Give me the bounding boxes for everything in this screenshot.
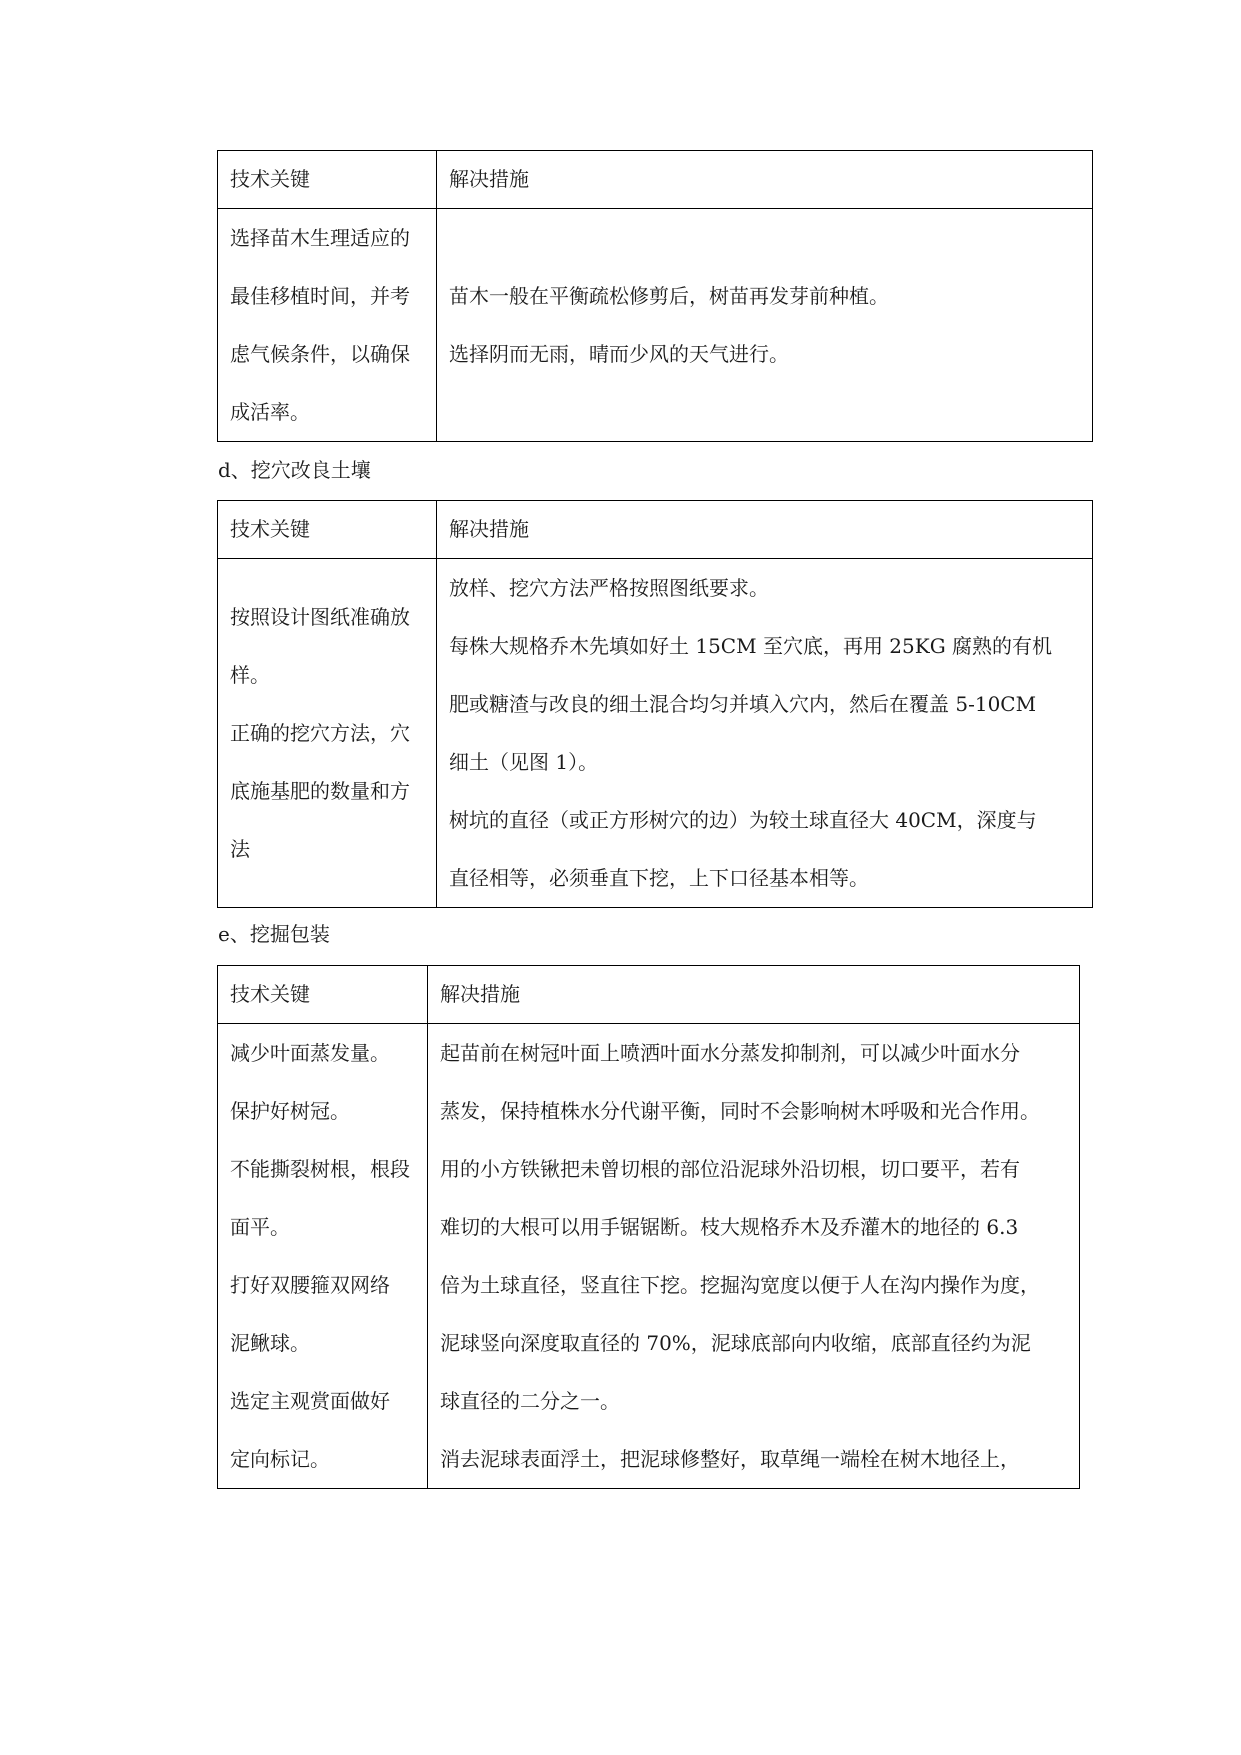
measure-line: 选择阴而无雨，晴而少风的天气进行。: [449, 342, 789, 366]
tech-key-line: 按照设计图纸准确放: [230, 605, 410, 629]
header-measures: 解决措施: [428, 966, 1080, 1024]
tech-key-cell: [218, 1024, 428, 1489]
header-tech-key: 技术关键: [218, 966, 428, 1024]
measure-line: 树坑的直径（或正方形树穴的边）为较土球直径大 40CM，深度与: [449, 808, 1037, 832]
tech-key-line: 不能撕裂树根，根段: [230, 1157, 410, 1181]
tech-key-line: 样。: [230, 663, 270, 687]
measure-line: 蒸发，保持植株水分代谢平衡，同时不会影响树木呼吸和光合作用。: [440, 1099, 1040, 1123]
tech-key-line: 法: [230, 837, 250, 861]
transplant-timing-table: [217, 150, 1093, 442]
measure-line: 消去泥球表面浮土，把泥球修整好，取草绳一端栓在树木地径上，: [440, 1447, 1020, 1471]
measure-line: 起苗前在树冠叶面上喷洒叶面水分蒸发抑制剂，可以减少叶面水分: [440, 1041, 1020, 1065]
header-measures: 解决措施: [437, 151, 1093, 209]
measure-line: 用的小方铁锹把未曾切根的部位沿泥球外沿切根，切口要平，若有: [440, 1157, 1020, 1181]
measure-line: 苗木一般在平衡疏松修剪后，树苗再发芽前种植。: [449, 284, 889, 308]
measures-cell: [437, 209, 1093, 442]
tech-key-line: 保护好树冠。: [230, 1099, 350, 1123]
digging-packaging-table: [217, 965, 1080, 1489]
tech-key-cell: [218, 559, 437, 908]
measure-line: 倍为土球直径，竖直往下挖。挖掘沟宽度以便于人在沟内操作为度，: [440, 1273, 1040, 1297]
section-heading-e: e、挖掘包装: [218, 922, 330, 946]
table-row: [218, 1024, 1080, 1489]
tech-key-line: 正确的挖穴方法，穴: [230, 721, 410, 745]
tech-key-line: 面平。: [230, 1215, 290, 1239]
measure-line: 肥或糖渣与改良的细土混合均匀并填入穴内，然后在覆盖 5-10CM: [449, 692, 1037, 716]
tech-key-line: 底施基肥的数量和方: [230, 779, 410, 803]
tech-key-line: 打好双腰箍双网络: [230, 1273, 390, 1297]
measure-line: 泥球竖向深度取直径的 70%，泥球底部向内收缩，底部直径约为泥: [440, 1331, 1031, 1355]
tech-key-line: 虑气候条件，以确保: [230, 342, 410, 366]
tech-key-line: 最佳移植时间，并考: [230, 284, 410, 308]
tech-key-line: 成活率。: [230, 400, 310, 424]
measure-line: 直径相等，必须垂直下挖，上下口径基本相等。: [449, 866, 869, 890]
tech-key-line: 减少叶面蒸发量。: [230, 1041, 390, 1065]
measure-line: 难切的大根可以用手锯锯断。枝大规格乔木及乔灌木的地径的 6.3: [440, 1215, 1019, 1239]
header-measures: 解决措施: [437, 501, 1093, 559]
tech-key-line: 定向标记。: [230, 1447, 330, 1471]
measure-line: 细土（见图 1）。: [449, 750, 599, 774]
measures-cell: [437, 559, 1093, 908]
table-row: [218, 209, 1093, 442]
table-header-row: [218, 151, 1093, 209]
tech-key-line: 选择苗木生理适应的: [230, 226, 410, 250]
tech-key-line: 泥鳅球。: [230, 1331, 310, 1355]
pit-digging-table: [217, 500, 1093, 908]
table-row: [218, 559, 1093, 908]
header-tech-key: 技术关键: [218, 501, 437, 559]
measures-cell: [428, 1024, 1080, 1489]
measure-line: 球直径的二分之一。: [440, 1389, 620, 1413]
measure-line: 放样、挖穴方法严格按照图纸要求。: [449, 576, 769, 600]
header-tech-key: 技术关键: [218, 151, 437, 209]
section-heading-d: d、挖穴改良土壤: [218, 458, 371, 482]
tech-key-line: 选定主观赏面做好: [230, 1389, 390, 1413]
table-header-row: [218, 501, 1093, 559]
measure-line: 每株大规格乔木先填如好土 15CM 至穴底，再用 25KG 腐熟的有机: [449, 634, 1053, 658]
tech-key-cell: [218, 209, 437, 442]
table-header-row: [218, 966, 1080, 1024]
